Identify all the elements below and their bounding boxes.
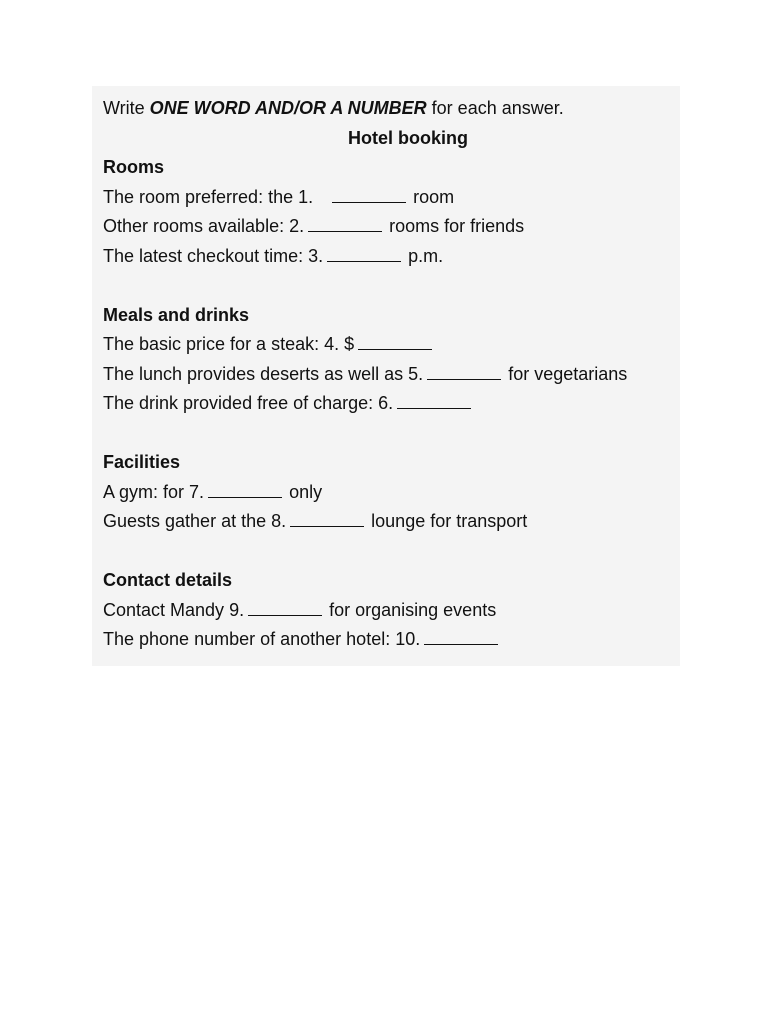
question-7 [103, 478, 673, 508]
section-gap [103, 271, 673, 301]
question-text-after: for vegetarians [508, 363, 628, 384]
answer-blank-10[interactable] [424, 630, 498, 645]
question-text: The room preferred: the [103, 186, 294, 207]
question-9 [103, 596, 673, 626]
question-number: 4. $ [324, 334, 355, 354]
instruction-prefix: Write [103, 98, 150, 118]
section-heading-meals: Meals and drinks [103, 304, 250, 325]
question-text-after: only [289, 481, 323, 502]
answer-blank-9[interactable] [248, 601, 322, 616]
question-text: Other rooms available: [103, 216, 285, 236]
question-number: 7. [189, 481, 205, 502]
question-text-after: room [413, 186, 455, 207]
question-number: 5. [408, 363, 424, 384]
question-3 [103, 242, 673, 272]
answer-blank-7[interactable] [208, 483, 282, 498]
question-6 [103, 389, 673, 419]
question-8 [103, 507, 673, 537]
section-heading-rooms: Rooms [103, 157, 165, 177]
section-heading-contact: Contact details [103, 570, 233, 590]
question-number: 2. [289, 216, 305, 236]
question-number: 10. [395, 629, 421, 649]
answer-blank-2[interactable] [308, 217, 382, 232]
question-4 [103, 330, 673, 360]
answer-blank-3[interactable] [327, 247, 401, 262]
section-gap [103, 419, 673, 449]
question-text: The phone number of another hotel: [103, 629, 391, 649]
page-title: Hotel booking [348, 127, 468, 148]
question-text: The basic price for a steak: [103, 334, 320, 354]
instruction-emphasis: ONE WORD AND/OR A NUMBER [149, 98, 427, 118]
question-5 [103, 360, 673, 390]
question-text: Contact Mandy [103, 599, 225, 620]
question-text: The latest checkout time: [103, 245, 304, 266]
section-gap [103, 537, 673, 567]
question-text: Guests gather at the [103, 511, 267, 531]
question-number: 8. [271, 511, 287, 531]
question-text-after: p.m. [408, 245, 444, 266]
question-number: 6. [378, 393, 394, 413]
question-10 [103, 625, 673, 655]
section-heading-facilities: Facilities [103, 452, 181, 472]
question-text: A gym: for [103, 481, 185, 502]
question-number: 3. [308, 245, 324, 266]
answer-blank-8[interactable] [290, 512, 364, 527]
answer-blank-5[interactable] [427, 365, 501, 380]
question-2 [103, 212, 673, 242]
question-text-after: rooms for friends [389, 216, 525, 236]
instruction-suffix: for each answer. [426, 98, 564, 118]
question-text-after: for organising events [329, 599, 497, 620]
answer-blank-6[interactable] [397, 394, 471, 409]
question-number: 9. [229, 599, 245, 620]
worksheet-content [103, 94, 673, 655]
instruction-line [103, 94, 673, 124]
answer-blank-4[interactable] [358, 335, 432, 350]
question-text: The drink provided free of charge: [103, 393, 374, 413]
question-number: 1. [298, 186, 314, 207]
answer-blank-1[interactable] [332, 188, 406, 203]
question-text-after: lounge for transport [371, 511, 528, 531]
question-text: The lunch provides deserts as well as [103, 363, 404, 384]
question-1 [103, 183, 673, 213]
